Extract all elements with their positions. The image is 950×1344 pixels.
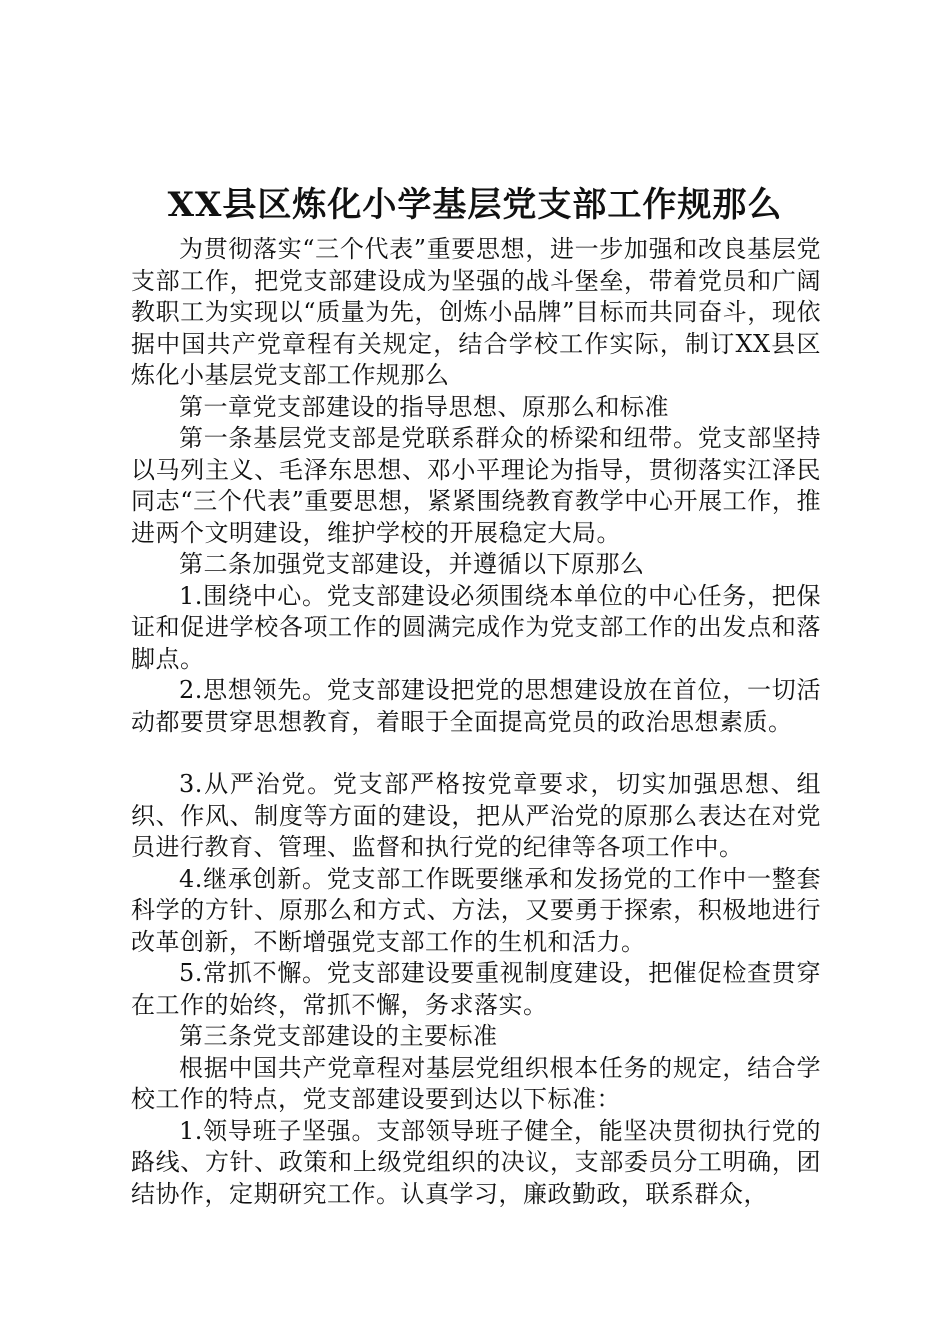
paragraph-standards-intro: 根据中国共产党章程对基层党组织根本任务的规定，结合学校工作的特点，党支部建设要到达以下标准： (131, 1053, 821, 1113)
principle-2: 2.思想领先。党支部建设把党的思想建设放在首位，一切活动都要贯穿思想教育，着眼于全面提高党员的政治思想素质。 (131, 676, 821, 736)
document-title: XX县区炼化小学基层党支部工作规那么 (167, 185, 783, 225)
standard-1: 1.领导班子坚强。支部领导班子健全，能坚决贯彻执行党的路线、方针、政策和上级党组织的决议，支部委员分工明确，团结协作，定期研究工作。认真学习，廉政勤政，联系群众， (131, 1116, 821, 1208)
principle-5: 5.常抓不懈。党支部建设要重视制度建设，把催促检查贯穿在工作的始终，常抓不懈，务求落实。 (131, 959, 821, 1019)
article-2: 第二条加强党支部建设，并遵循以下原那么 (179, 550, 645, 578)
chapter-heading: 第一章党支部建设的指导思想、原那么和标准 (179, 392, 669, 421)
article-1: 第一条基层党支部是党联系群众的桥梁和纽带。党支部坚持以马列主义、毛泽东思想、邓小平理论为指导，贯彻落实江泽民同志“三个代表”重要思想，紧紧围绕教育教学中心开展工作，推进两个文明建设，维护学校的开展稳定大局。 (131, 424, 821, 547)
article-3: 第三条党支部建设的主要标准 (179, 1022, 498, 1050)
principle-3: 3.从严治党。党支部严格按党章要求，切实加强思想、组织、作风、制度等方面的建设，把从严治党的原那么表达在对党员进行教育、管理、监督和执行党的纪律等各项工作中。 (131, 770, 821, 861)
document-body (131, 234, 821, 1210)
principle-4: 4.继承创新。党支部工作既要继承和发扬党的工作中一整套科学的方针、原那么和方式、方法，又要勇于探索，积极地进行改革创新，不断增强党支部工作的生机和活力。 (131, 864, 821, 956)
principle-1: 1.围绕中心。党支部建设必须围绕本单位的中心任务，把保证和促进学校各项工作的圆满完成作为党支部工作的出发点和落脚点。 (131, 581, 821, 673)
blank-line (131, 738, 821, 769)
paragraph-intro: 为贯彻落实“三个代表”重要思想，进一步加强和改良基层党支部工作，把党支部建设成为坚强的战斗堡垒，带着党员和广阔教职工为实现以“质量为先，创炼小品牌”目标而共同奋斗，现依据中国共产党章程有关规定，结合学校工作实际，制订XX县区炼化小基层党支部工作规那么 (131, 235, 821, 389)
